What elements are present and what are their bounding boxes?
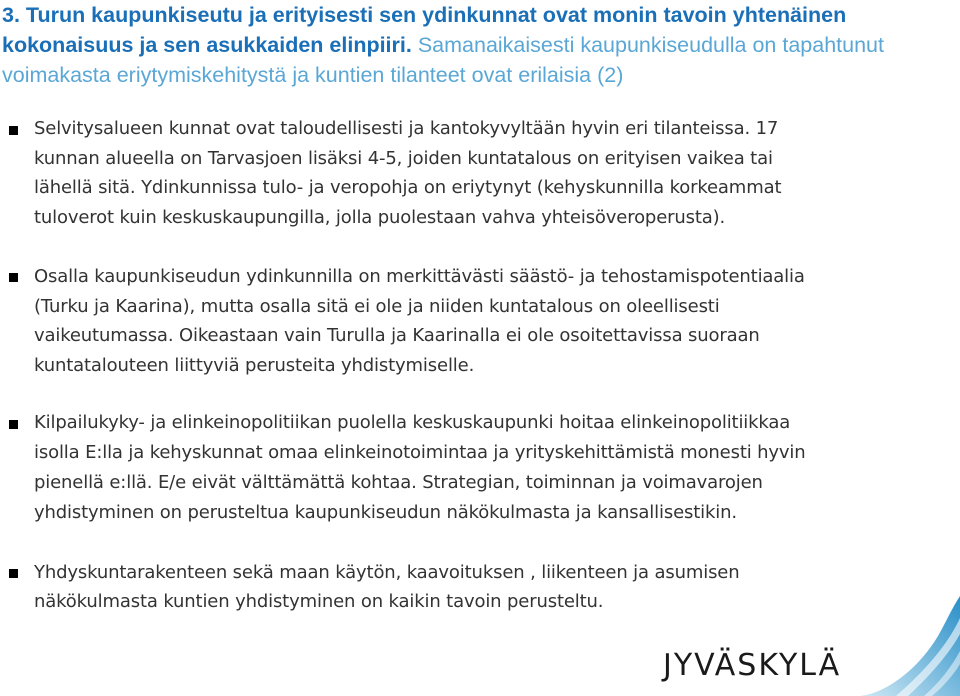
bullet-line: Kilpailukyky- ja elinkeinopolitiikan puolella keskuskaupunki hoitaa elinkeinopolitiikkaa: [34, 412, 791, 433]
bullet-line: lähellä sitä. Ydinkunnissa tulo- ja veropohja on eriytynyt (kehyskunnilla korkeammat: [34, 177, 782, 198]
bullet-line: isolla E:lla ja kehyskunnat omaa elinkeinotoimintaa ja yrityskehittämistä monesti hyvin: [34, 442, 806, 463]
bullet-line: pienellä e:llä. E/e eivät välttämättä kohtaa. Strategian, toiminnan ja voimavarojen: [34, 472, 763, 493]
bullet-line: näkökulmasta kuntien yhdistyminen on kaikin tavoin perusteltu.: [34, 591, 604, 612]
heading-line-2: [2, 30, 952, 60]
bullet-line: kuntatalouteen liittyviä perusteita yhdistymiselle.: [34, 355, 475, 376]
heading-line-3: voimakasta eriytymiskehitystä ja kuntien tilanteet ovat erilaisia (2): [2, 63, 624, 87]
slide-heading: [2, 0, 952, 90]
heading-line-2-bold: kokonaisuus ja sen asukkaiden elinpiiri.: [2, 33, 412, 57]
bullet-line: yhdistyminen on perusteltua kaupunkiseudun näkökulmasta ja kansallisestikin.: [34, 502, 737, 523]
bullet-line: Selvitysalueen kunnat ovat taloudellisesti ja kantokyvyltään hyvin eri tilanteissa. 17: [34, 118, 779, 139]
bullet-line: kunnan alueella on Tarvasjoen lisäksi 4-5, joiden kuntatalous on erityisen vaikea tai: [34, 148, 773, 169]
bullet-square-icon: [9, 126, 18, 135]
bullet-line: (Turku ja Kaarina), mutta osalla sitä ei ole ja niiden kuntatalous on oleellisesti: [34, 296, 720, 317]
bullet-square-icon: [9, 569, 18, 578]
bullet-line: tuloverot kuin keskuskaupungilla, jolla puolestaan vahva yhteisöveroperusta).: [34, 207, 726, 228]
bullet-line: Osalla kaupunkiseudun ydinkunnilla on merkittävästi säästö- ja tehostamispotentiaalia: [34, 266, 805, 287]
bullet-line: Yhdyskuntarakenteen sekä maan käytön, kaavoituksen , liikenteen ja asumisen: [34, 562, 740, 583]
bullet-square-icon: [9, 273, 18, 282]
bullet-line: vaikeutumassa. Oikeastaan vain Turulla ja Kaarinalla ei ole osoitettavissa suoraan: [34, 325, 760, 346]
heading-line-2-rest: Samanaikaisesti kaupunkiseudulla on tapahtunut: [411, 33, 884, 57]
logo-swoosh-icon: [860, 596, 960, 696]
bullet-square-icon: [9, 420, 18, 429]
logo-jyvaskyla: JYVÄSKYLÄ: [663, 648, 842, 683]
heading-line-1: 3. Turun kaupunkiseutu ja erityisesti sen ydinkunnat ovat monin tavoin yhtenäinen: [2, 3, 847, 27]
